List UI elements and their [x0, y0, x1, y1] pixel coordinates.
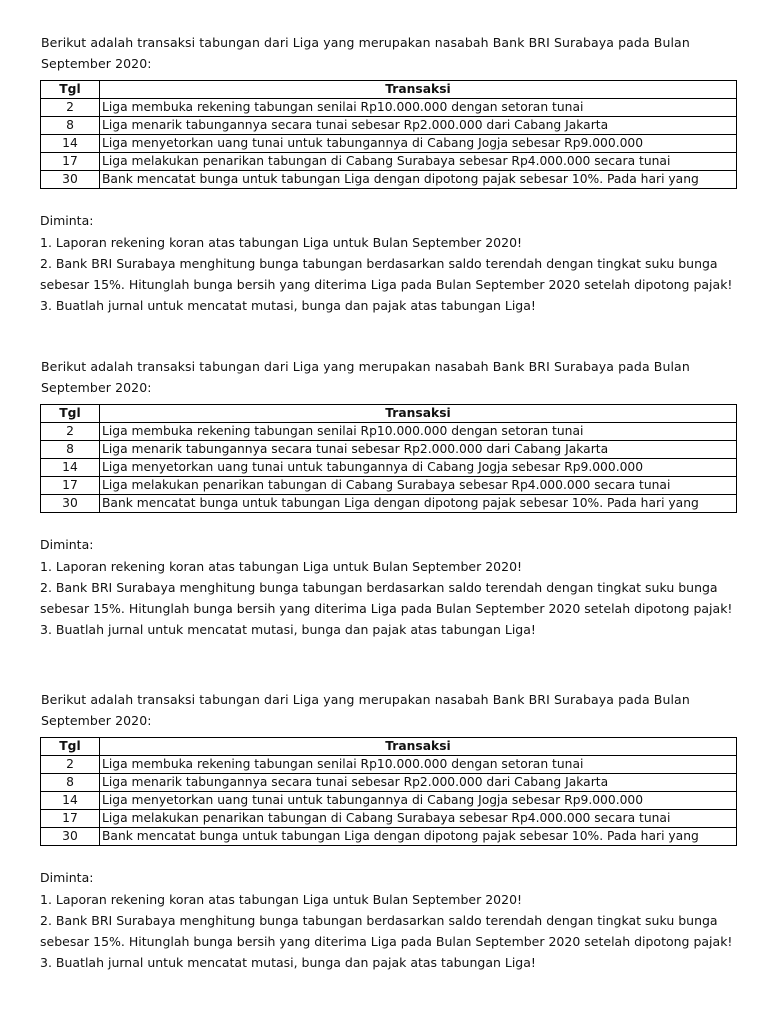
cell-tgl: 8 [41, 117, 100, 135]
cell-tgl: 14 [41, 135, 100, 153]
table-row [41, 792, 737, 810]
table-row [41, 495, 737, 513]
cell-transaksi: Liga membuka rekening tabungan senilai Rp10.000.000 dengan setoran tunai [100, 756, 737, 774]
table-row [41, 117, 737, 135]
question-item: 1. Laporan rekening koran atas tabungan Liga untuk Bulan September 2020! [40, 559, 523, 574]
cell-transaksi: Liga menarik tabungannya secara tunai sebesar Rp2.000.000 dari Cabang Jakarta [100, 441, 737, 459]
cell-transaksi: Liga menarik tabungannya secara tunai sebesar Rp2.000.000 dari Cabang Jakarta [100, 117, 737, 135]
intro-paragraph: Berikut adalah transaksi tabungan dari Liga yang merupakan nasabah Bank BRI Surabaya pada Bulan September 2020: [41, 692, 690, 728]
table-row [41, 135, 737, 153]
cell-transaksi: Liga menyetorkan uang tunai untuk tabungannya di Cabang Jogja sebesar Rp9.000.000 [100, 135, 737, 153]
cell-tgl: 8 [41, 441, 100, 459]
cell-transaksi: Liga menyetorkan uang tunai untuk tabungannya di Cabang Jogja sebesar Rp9.000.000 [100, 792, 737, 810]
requirements-section [40, 867, 738, 973]
cell-transaksi: Bank mencatat bunga untuk tabungan Liga dengan dipotong pajak sebesar 10%. Pada hari yang [100, 171, 737, 189]
transaction-table [40, 404, 737, 513]
cell-transaksi: Liga membuka rekening tabungan senilai Rp10.000.000 dengan setoran tunai [100, 423, 737, 441]
header-tgl: Tgl [41, 81, 100, 99]
exercise-block-1 [40, 32, 738, 316]
exercise-block-3 [40, 689, 738, 973]
cell-tgl: 17 [41, 477, 100, 495]
table-row [41, 423, 737, 441]
cell-tgl: 14 [41, 792, 100, 810]
diminta-label: Diminta: [40, 870, 94, 885]
transaction-table [40, 80, 737, 189]
table-row [41, 828, 737, 846]
cell-tgl: 8 [41, 774, 100, 792]
cell-tgl: 2 [41, 99, 100, 117]
transaction-table [40, 737, 737, 846]
question-item: 2. Bank BRI Surabaya menghitung bunga tabungan berdasarkan saldo terendah dengan tingkat suku bunga sebesar 15%. Hitunglah bunga bersih yang diterima Liga pada Bulan September 2020 setelah dipotong pajak! [40, 580, 733, 616]
diminta-label: Diminta: [40, 213, 94, 228]
cell-tgl: 14 [41, 459, 100, 477]
question-item: 3. Buatlah jurnal untuk mencatat mutasi, bunga dan pajak atas tabungan Liga! [40, 298, 536, 313]
cell-tgl: 2 [41, 756, 100, 774]
intro-paragraph: Berikut adalah transaksi tabungan dari Liga yang merupakan nasabah Bank BRI Surabaya pada Bulan September 2020: [41, 35, 690, 71]
table-row [41, 171, 737, 189]
question-item: 2. Bank BRI Surabaya menghitung bunga tabungan berdasarkan saldo terendah dengan tingkat suku bunga sebesar 15%. Hitunglah bunga bersih yang diterima Liga pada Bulan September 2020 setelah dipotong pajak! [40, 256, 733, 292]
exercise-block-2 [40, 356, 738, 640]
cell-tgl: 30 [41, 828, 100, 846]
table-row [41, 810, 737, 828]
question-item: 1. Laporan rekening koran atas tabungan Liga untuk Bulan September 2020! [40, 892, 523, 907]
question-item: 3. Buatlah jurnal untuk mencatat mutasi, bunga dan pajak atas tabungan Liga! [40, 622, 536, 637]
cell-transaksi: Liga membuka rekening tabungan senilai Rp10.000.000 dengan setoran tunai [100, 99, 737, 117]
cell-transaksi: Bank mencatat bunga untuk tabungan Liga dengan dipotong pajak sebesar 10%. Pada hari yang [100, 495, 737, 513]
table-row [41, 774, 737, 792]
cell-transaksi: Bank mencatat bunga untuk tabungan Liga dengan dipotong pajak sebesar 10%. Pada hari yang [100, 828, 737, 846]
cell-tgl: 17 [41, 153, 100, 171]
table-row [41, 99, 737, 117]
table-header-row [41, 738, 737, 756]
cell-transaksi: Liga menyetorkan uang tunai untuk tabungannya di Cabang Jogja sebesar Rp9.000.000 [100, 459, 737, 477]
cell-transaksi: Liga melakukan penarikan tabungan di Cabang Surabaya sebesar Rp4.000.000 secara tunai [100, 477, 737, 495]
header-transaksi: Transaksi [100, 738, 737, 756]
intro-paragraph: Berikut adalah transaksi tabungan dari Liga yang merupakan nasabah Bank BRI Surabaya pada Bulan September 2020: [41, 359, 690, 395]
cell-transaksi: Liga melakukan penarikan tabungan di Cabang Surabaya sebesar Rp4.000.000 secara tunai [100, 810, 737, 828]
table-header-row [41, 405, 737, 423]
table-row [41, 477, 737, 495]
table-row [41, 441, 737, 459]
table-header-row [41, 81, 737, 99]
requirements-section [40, 210, 738, 316]
cell-transaksi: Liga melakukan penarikan tabungan di Cabang Surabaya sebesar Rp4.000.000 secara tunai [100, 153, 737, 171]
header-transaksi: Transaksi [100, 405, 737, 423]
diminta-label: Diminta: [40, 537, 94, 552]
question-item: 3. Buatlah jurnal untuk mencatat mutasi, bunga dan pajak atas tabungan Liga! [40, 955, 536, 970]
cell-tgl: 2 [41, 423, 100, 441]
requirements-section [40, 534, 738, 640]
cell-tgl: 17 [41, 810, 100, 828]
cell-tgl: 30 [41, 171, 100, 189]
header-tgl: Tgl [41, 738, 100, 756]
header-tgl: Tgl [41, 405, 100, 423]
cell-transaksi: Liga menarik tabungannya secara tunai sebesar Rp2.000.000 dari Cabang Jakarta [100, 774, 737, 792]
header-transaksi: Transaksi [100, 81, 737, 99]
table-row [41, 153, 737, 171]
table-row [41, 756, 737, 774]
question-item: 2. Bank BRI Surabaya menghitung bunga tabungan berdasarkan saldo terendah dengan tingkat suku bunga sebesar 15%. Hitunglah bunga bersih yang diterima Liga pada Bulan September 2020 setelah dipotong pajak! [40, 913, 733, 949]
question-item: 1. Laporan rekening koran atas tabungan Liga untuk Bulan September 2020! [40, 235, 523, 250]
cell-tgl: 30 [41, 495, 100, 513]
table-row [41, 459, 737, 477]
